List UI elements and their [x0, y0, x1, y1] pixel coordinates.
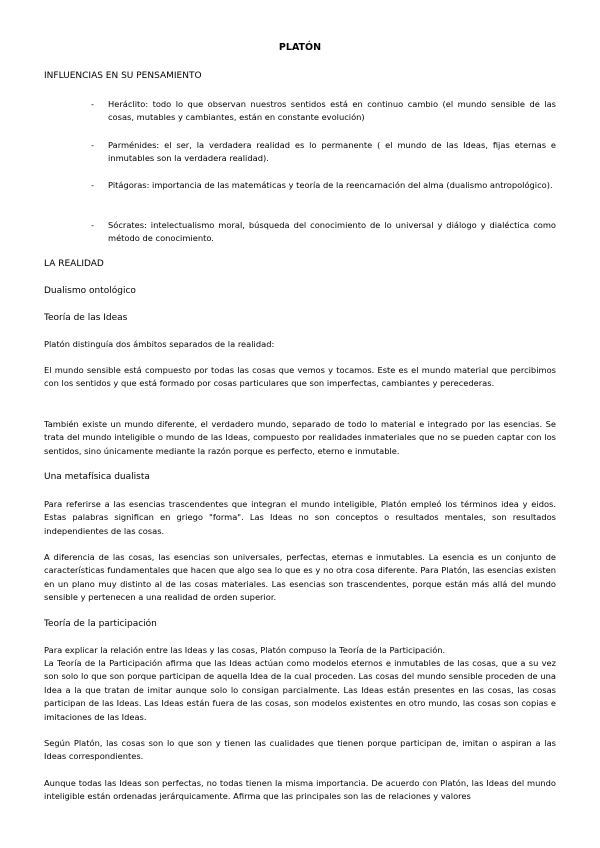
document-title: PLATÓN [278, 42, 322, 53]
ideas-theory-subheading: Teoría de las Ideas [44, 313, 128, 323]
influences-heading: INFLUENCIAS EN SU PENSAMIENTO [44, 71, 202, 81]
bullet-marker: - [91, 99, 94, 109]
bullet-marker: - [91, 220, 94, 230]
reality-heading: LA REALIDAD [44, 259, 104, 269]
influence-pitagoras: Pitágoras: importancia de las matemáticas y teoría de la reencarnación del alma (dualismo antropológico). [108, 180, 553, 190]
influence-socrates: Sócrates: intelectualismo moral, búsqueda del conocimiento de lo universal y diálogo y dialéctica como método de conocimiento. [108, 220, 556, 244]
participation-paragraph-3: Aunque todas las Ideas son perfectas, no todas tienen la misma importancia. De acuerdo con Platón, las Ideas del mundo inteligible están ordenadas jerárquicamente. Afirma que las principales son las de relaciones y valores [44, 778, 556, 802]
sensible-world-paragraph: El mundo sensible está compuesto por todas las cosas que vemos y tocamos. Este es el mundo material que percibimos con los sentidos y que está formado por cosas particulares que son imperfectas, cambiantes y perecederas. [44, 365, 556, 389]
participation-paragraph-1: La Teoría de la Participación afirma que las Ideas actúan como modelos eternos e inmutables de las cosas, que a su vez son solo lo que son porque participan de aquella Idea de la cual proceden. Las cosas del mundo sensible proceden de una Idea a la que tratan de imitar aunque solo lo consigan parcialmente. Las Ideas están presentes en las cosas, las cosas participan de las Ideas. Las Ideas están fuera de las cosas, son modelos existentes en otro mundo, las cosas son copias e imitaciones de las Ideas. [44, 658, 556, 722]
reality-intro: Platón distinguía dos ámbitos separados de la realidad: [44, 339, 275, 349]
bullet-marker: - [91, 140, 94, 150]
metaphysics-paragraph-1: Para referirse a las esencias trascendentes que integran el mundo inteligible, Platón empleó los términos idea y eidos. Estas palabras significan en griego "forma". Las Ideas no son conceptos o resultados mentales, son resultados independientes de las cosas. [44, 499, 556, 536]
participation-intro: Para explicar la relación entre las Ideas y las cosas, Platón compuso la Teoría de la Participación. [44, 645, 446, 655]
dualism-subheading: Dualismo ontológico [44, 286, 136, 296]
metaphysics-paragraph-2: A diferencia de las cosas, las esencias son universales, perfectas, eternas e inmutables. La esencia es un conjunto de características fundamentales que hacen que algo sea lo que es y no otra cosa diferente. Para Platón, las esencias existen en un plano muy distinto al de las cosas materiales. Las esencias son trascendentes, porque están más allá del mundo sensible y pertenecen a una realidad de orden superior. [44, 552, 556, 603]
intelligible-world-paragraph: También existe un mundo diferente, el verdadero mundo, separado de todo lo material e integrado por las esencias. Se trata del mundo inteligible o mundo de las Ideas, compuesto por realidades inmateriales que no se pueden captar con los sentidos, sino únicamente mediante la razón porque es perfecto, eterno e inmutable. [44, 419, 556, 456]
bullet-marker: - [91, 180, 94, 190]
influence-parmenides: Parménides: el ser, la verdadera realidad es lo permanente ( el mundo de las Ideas, fijas eternas e inmutables son la verdadera realidad). [108, 140, 556, 164]
influence-heraclito: Heráclito: todo lo que observan nuestros sentidos está en continuo cambio (el mundo sensible de las cosas, mutables y cambiantes, están en constante evolución) [108, 99, 556, 123]
metaphysics-heading: Una metafísica dualista [44, 472, 150, 482]
participation-paragraph-2: Según Platón, las cosas son lo que son y tienen las cualidades que tienen porque participan de, imitan o aspiran a las Ideas correspondientes. [44, 738, 556, 762]
participation-heading: Teoría de la participación [44, 619, 157, 629]
